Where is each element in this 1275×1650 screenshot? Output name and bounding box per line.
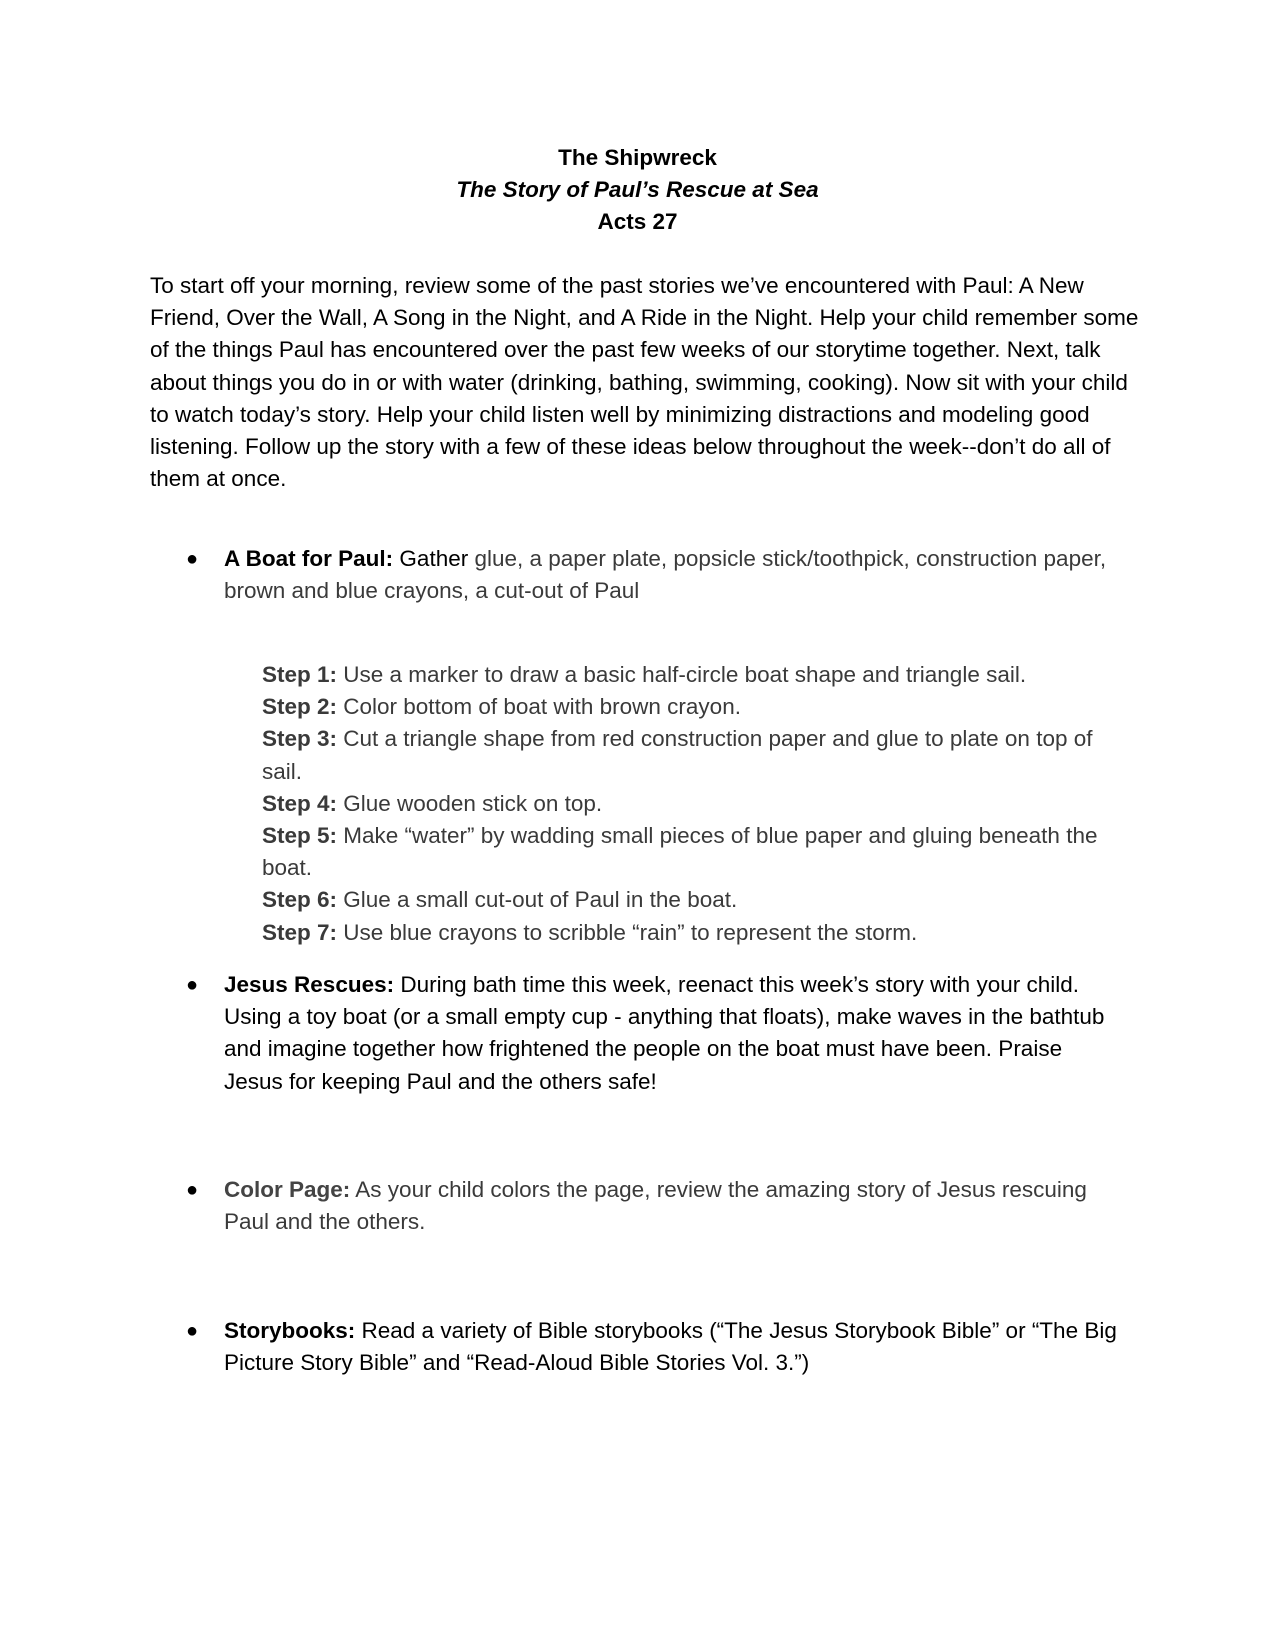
- step-item: [262, 917, 1122, 949]
- step-item: [262, 884, 1122, 916]
- activity-body: [224, 1315, 1124, 1379]
- step-text: Glue a small cut-out of Paul in the boat.: [337, 887, 738, 913]
- step-item: [262, 691, 1122, 723]
- step-text: Color bottom of boat with brown crayon.: [337, 694, 741, 720]
- bullet-dot: ●: [186, 548, 199, 570]
- activity-body: [224, 1174, 1124, 1238]
- intro-paragraph: To start off your morning, review some of the past stories we’ve encountered with Paul: A New Friend, Over the Wall, A Song in the Night, and A Ride in the Night. Help your child remember some of the things Paul has encountered over the past few weeks of our storytime together. Next, talk about things you do in or with water (drinking, bathing, swimming, cooking). Now sit with your child to watch today’s story. Help your child listen well by minimizing distractions and modeling good listening. Follow up the story with a few of these ideas below throughout the week--don’t do all of them at once.: [150, 273, 1139, 492]
- document-header: [0, 142, 1275, 238]
- boat-steps: [262, 659, 1122, 949]
- step-text: Glue wooden stick on top.: [337, 790, 603, 816]
- activity-text: glue, a paper plate, popsicle stick/toothpick, construction paper, brown and blue crayons, a cut-out of Paul: [224, 546, 1107, 604]
- page-title: The Shipwreck: [558, 145, 717, 170]
- activity-label: Color Page:: [224, 1177, 351, 1202]
- step-text: Cut a triangle shape from red construction paper and glue to plate on top of sail.: [262, 726, 1093, 784]
- step-text: Use a marker to draw a basic half-circle boat shape and triangle sail.: [337, 662, 1027, 687]
- bullet-dot: ●: [186, 1320, 199, 1342]
- step-text: Use blue crayons to scribble “rain” to represent the storm.: [337, 919, 918, 945]
- bullet-dot: ●: [186, 1179, 199, 1201]
- step-label: Step 5:: [262, 823, 338, 849]
- step-item: [262, 659, 1122, 691]
- bullet-dot: ●: [186, 974, 199, 996]
- step-label: Step 1:: [262, 662, 338, 687]
- activity-lead: Gather: [393, 546, 469, 571]
- step-label: Step 6:: [262, 887, 338, 913]
- step-label: Step 7:: [262, 919, 338, 945]
- activity-text: During bath time this week, reenact this week’s story with your child. Using a toy boat (or a small empty cup - anything that floats), make waves in the bathtub and imagine together how frightened the people on the boat must have been. Praise Jesus for keeping Paul and the others safe!: [224, 972, 1105, 1094]
- page-subtitle: The Story of Paul’s Rescue at Sea: [456, 177, 819, 202]
- scripture-reference: Acts 27: [597, 209, 678, 234]
- step-label: Step 3:: [262, 726, 338, 752]
- step-label: Step 2:: [262, 694, 338, 720]
- activity-label: Jesus Rescues:: [224, 972, 395, 997]
- activity-text: As your child colors the page, review the amazing story of Jesus rescuing Paul and the others.: [224, 1177, 1087, 1235]
- activity-text: Read a variety of Bible storybooks (“The Jesus Storybook Bible” or “The Big Picture Story Bible” and “Read-Aloud Bible Stories Vol. 3.”): [224, 1318, 1117, 1376]
- step-item: [262, 788, 1122, 820]
- step-text: Make “water” by wadding small pieces of blue paper and gluing beneath the boat.: [262, 823, 1098, 881]
- step-label: Step 4:: [262, 790, 338, 816]
- step-item: [262, 723, 1122, 787]
- activity-label: Storybooks:: [224, 1318, 356, 1343]
- activity-body: [224, 969, 1124, 1098]
- activity-body: [224, 543, 1124, 607]
- step-item: [262, 820, 1122, 884]
- activity-label: A Boat for Paul:: [224, 546, 394, 571]
